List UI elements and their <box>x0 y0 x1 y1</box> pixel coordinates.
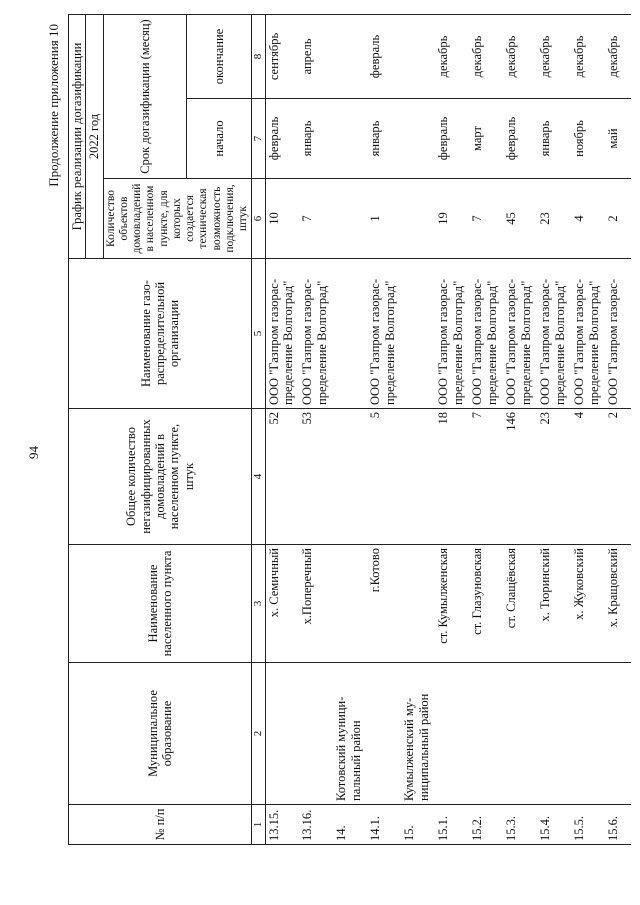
start-month-cell: январь <box>537 99 571 179</box>
gasification-table <box>68 14 631 845</box>
col-number: 1 <box>252 805 266 845</box>
header-municipality: Муниципальное образование <box>69 663 252 805</box>
settlement-cell: ст. Глазуновская <box>469 545 503 663</box>
settlement-cell: х. Жуковский <box>571 545 605 663</box>
settlement-cell: ст. Слащёвская <box>503 545 537 663</box>
municipality-cell <box>571 663 605 805</box>
row-number: 15.3. <box>503 805 537 845</box>
gas-organization-cell <box>401 259 435 409</box>
gas-organization-cell: ООО "Газпром газорас- пределение Волгоград" <box>537 259 571 409</box>
end-month-cell: февраль <box>367 14 401 98</box>
header-number: № п/п <box>69 805 252 845</box>
settlement-cell: х. Кращовский <box>605 545 631 663</box>
start-month-cell: февраль <box>435 99 469 179</box>
header-total-households: Общее количество негазифицированных домовладений в населенном пункте, штук <box>69 409 252 545</box>
row-number: 15.1. <box>435 805 469 845</box>
header-settlement: Наименование населенного пункта <box>69 545 252 663</box>
settlement-cell: х. Тюринский <box>537 545 571 663</box>
col-number: 3 <box>252 545 266 663</box>
gas-organization-cell: ООО "Газпром газорас- пределение Волгоград" <box>299 259 333 409</box>
end-month-cell: декабрь <box>605 14 631 98</box>
settlement-cell: г.Котово <box>367 545 401 663</box>
header-year: 2022 год <box>86 14 103 258</box>
municipality-cell <box>367 663 401 805</box>
header-end: окончание <box>187 14 252 98</box>
row-number: 15.5. <box>571 805 605 845</box>
total-households-cell: 7 <box>469 409 503 545</box>
settlement-cell: х. Семичный <box>265 545 299 663</box>
row-number: 14. <box>333 805 367 845</box>
table-row <box>605 14 631 844</box>
start-month-cell: январь <box>367 99 401 179</box>
row-number: 15. <box>401 805 435 845</box>
column-numbers-row <box>252 14 266 844</box>
households-qty-cell: 45 <box>503 179 537 259</box>
municipality-cell: Кумылженский му- ниципальный район <box>401 663 435 805</box>
settlement-cell: ст. Кумылженская <box>435 545 469 663</box>
header-term: Срок догазификации (месяц) <box>103 14 186 178</box>
gas-organization-cell: ООО "Газпром газорас- пределение Волгоград" <box>367 259 401 409</box>
municipality-cell: Котовский муници- пальный район <box>333 663 367 805</box>
households-qty-cell: 2 <box>605 179 631 259</box>
settlement-cell <box>333 545 367 663</box>
end-month-cell: сентябрь <box>265 14 299 98</box>
municipality-cell <box>435 663 469 805</box>
col-number: 4 <box>252 409 266 545</box>
settlement-cell: х.Поперечный <box>299 545 333 663</box>
gas-organization-cell: ООО "Газпром газорас- пределение Волгоград" <box>435 259 469 409</box>
start-month-cell: февраль <box>265 99 299 179</box>
start-month-cell: февраль <box>503 99 537 179</box>
gas-organization-cell: ООО "Газпром газорас- пределение Волгоград" <box>503 259 537 409</box>
header-gas-organization: Наименование газо-распределительной организации <box>69 259 252 409</box>
end-month-cell: декабрь <box>503 14 537 98</box>
table-row <box>265 14 299 844</box>
start-month-cell: январь <box>299 99 333 179</box>
gas-organization-cell: ООО "Газпром газорас- пределение Волгоград" <box>571 259 605 409</box>
municipality-cell <box>605 663 631 805</box>
start-month-cell: ноябрь <box>571 99 605 179</box>
start-month-cell: май <box>605 99 631 179</box>
end-month-cell: декабрь <box>537 14 571 98</box>
table-row <box>299 14 333 844</box>
end-month-cell <box>333 14 367 98</box>
appendix-caption: Продолжение приложения 10 <box>46 24 61 187</box>
table-row <box>503 14 537 844</box>
col-number: 8 <box>252 14 266 98</box>
col-number: 7 <box>252 99 266 179</box>
row-number: 13.15. <box>265 805 299 845</box>
start-month-cell: март <box>469 99 503 179</box>
table-row <box>537 14 571 844</box>
end-month-cell: апрель <box>299 14 333 98</box>
row-number: 15.2. <box>469 805 503 845</box>
gas-organization-cell: ООО "Газпром газорас- пределение Волгоград" <box>265 259 299 409</box>
row-number: 15.4. <box>537 805 571 845</box>
col-number: 2 <box>252 663 266 805</box>
settlement-cell <box>401 545 435 663</box>
total-households-cell: 4 <box>571 409 605 545</box>
page-number: 94 <box>26 446 41 459</box>
households-qty-cell: 1 <box>367 179 401 259</box>
header-start: начало <box>187 99 252 179</box>
households-qty-cell: 4 <box>571 179 605 259</box>
total-households-cell: 18 <box>435 409 469 545</box>
total-households-cell: 2 <box>605 409 631 545</box>
municipality-cell <box>299 663 333 805</box>
municipality-cell <box>265 663 299 805</box>
row-number: 13.16. <box>299 805 333 845</box>
table-row <box>367 14 401 844</box>
total-households-cell: 23 <box>537 409 571 545</box>
total-households-cell: 5 <box>367 409 401 545</box>
start-month-cell <box>401 99 435 179</box>
table-row <box>435 14 469 844</box>
end-month-cell: декабрь <box>435 14 469 98</box>
gas-organization-cell: ООО "Газпром газорас- <box>605 259 631 409</box>
row-number: 15.6. <box>605 805 631 845</box>
header-schedule: График реализации догазификации <box>69 14 86 258</box>
total-households-cell: 53 <box>299 409 333 545</box>
municipality-cell <box>469 663 503 805</box>
total-households-cell <box>333 409 367 545</box>
row-number: 14.1. <box>367 805 401 845</box>
households-qty-cell: 10 <box>265 179 299 259</box>
total-households-cell: 52 <box>265 409 299 545</box>
start-month-cell <box>333 99 367 179</box>
gas-organization-cell: ООО "Газпром газорас- пределение Волгоград" <box>469 259 503 409</box>
end-month-cell: декабрь <box>469 14 503 98</box>
table-row <box>469 14 503 844</box>
municipality-cell <box>537 663 571 805</box>
gas-organization-cell <box>333 259 367 409</box>
table-row <box>401 14 435 844</box>
col-number: 5 <box>252 259 266 409</box>
table-row <box>571 14 605 844</box>
municipality-cell <box>503 663 537 805</box>
header-households-qty: Количество объектов домовладений в населенном пункте, для которых создается техническая возможность подключения, штук <box>103 179 251 259</box>
end-month-cell <box>401 14 435 98</box>
col-number: 6 <box>252 179 266 259</box>
households-qty-cell: 19 <box>435 179 469 259</box>
households-qty-cell: 7 <box>299 179 333 259</box>
households-qty-cell: 7 <box>469 179 503 259</box>
total-households-cell: 146 <box>503 409 537 545</box>
total-households-cell <box>401 409 435 545</box>
end-month-cell: декабрь <box>571 14 605 98</box>
households-qty-cell <box>401 179 435 259</box>
households-qty-cell: 23 <box>537 179 571 259</box>
households-qty-cell <box>333 179 367 259</box>
table-row <box>333 14 367 844</box>
